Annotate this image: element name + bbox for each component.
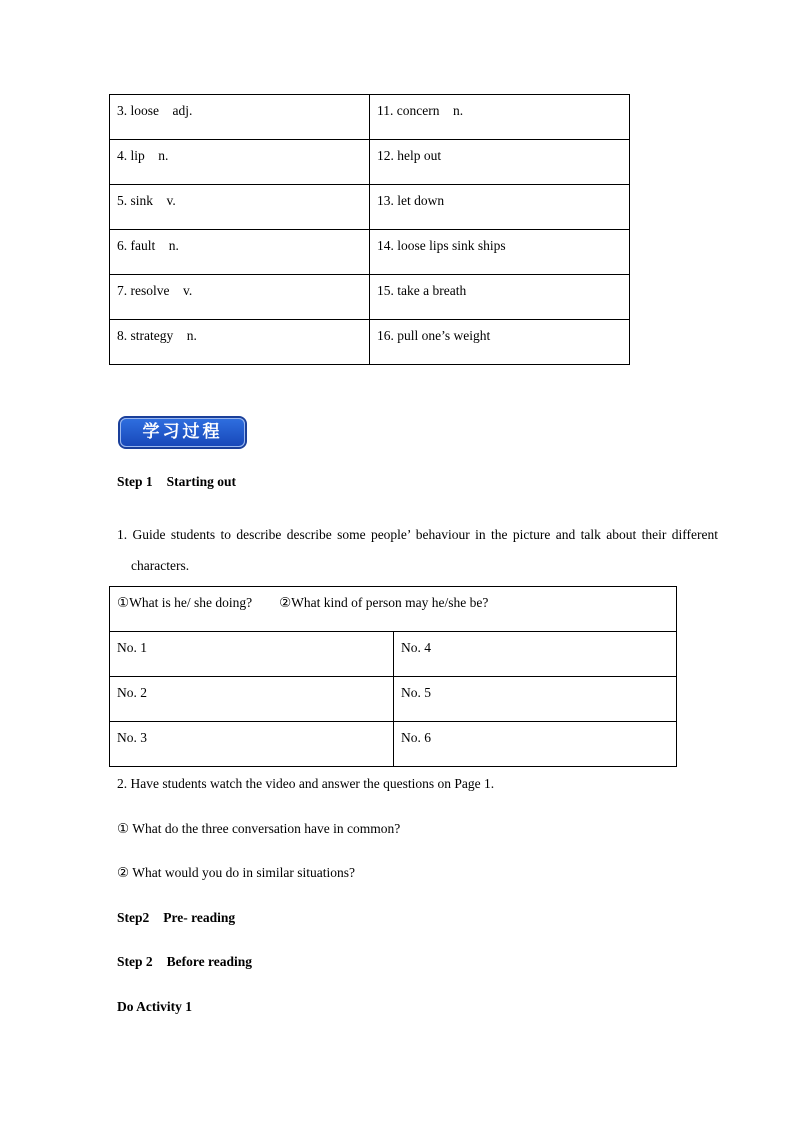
- table-row: [110, 185, 630, 230]
- instruction-item-1: 1. Guide students to describe describe some people’ behaviour in the picture and talk about their different characters.: [117, 527, 718, 573]
- step-1-heading: Step 1 Starting out: [117, 474, 237, 489]
- step-2-pre-reading-heading: Step2 Pre- reading: [117, 910, 236, 925]
- vocab-cell: 15. take a breath: [370, 275, 630, 320]
- question-header-cell: ①What is he/ she doing? ②What kind of person may he/she be?: [110, 587, 677, 632]
- table-row: [110, 677, 677, 722]
- answer-cell: No. 4: [394, 632, 677, 677]
- vocab-cell: 7. resolve v.: [110, 275, 370, 320]
- answer-cell: No. 6: [394, 722, 677, 767]
- table-row: [110, 722, 677, 767]
- answer-cell: No. 3: [110, 722, 394, 767]
- vocab-cell: 3. loose adj.: [110, 95, 370, 140]
- table-row: [110, 140, 630, 185]
- answer-cell: No. 2: [110, 677, 394, 722]
- vocab-cell: 6. fault n.: [110, 230, 370, 275]
- vocab-cell: 13. let down: [370, 185, 630, 230]
- vocab-cell: 11. concern n.: [370, 95, 630, 140]
- vocab-cell: 5. sink v.: [110, 185, 370, 230]
- vocab-cell: 4. lip n.: [110, 140, 370, 185]
- vocab-cell: 14. loose lips sink ships: [370, 230, 630, 275]
- answer-cell: No. 1: [110, 632, 394, 677]
- question-2: ② What would you do in similar situations?: [117, 865, 355, 880]
- vocabulary-table: [109, 94, 630, 365]
- table-row: [110, 632, 677, 677]
- table-row: [110, 230, 630, 275]
- question-1: ① What do the three conversation have in common?: [117, 821, 401, 836]
- table-row: [110, 320, 630, 365]
- learning-process-banner: 学习过程: [120, 418, 245, 447]
- step-2-before-reading-heading: Step 2 Before reading: [117, 954, 253, 969]
- vocab-cell: 12. help out: [370, 140, 630, 185]
- vocab-cell: 8. strategy n.: [110, 320, 370, 365]
- activity-1-heading: Do Activity 1: [117, 999, 192, 1014]
- answer-cell: No. 5: [394, 677, 677, 722]
- question-table: [109, 586, 677, 767]
- table-row: [110, 275, 630, 320]
- table-row: [110, 587, 677, 632]
- instruction-item-2: 2. Have students watch the video and answer the questions on Page 1.: [117, 776, 495, 791]
- table-row: [110, 95, 630, 140]
- vocab-cell: 16. pull one’s weight: [370, 320, 630, 365]
